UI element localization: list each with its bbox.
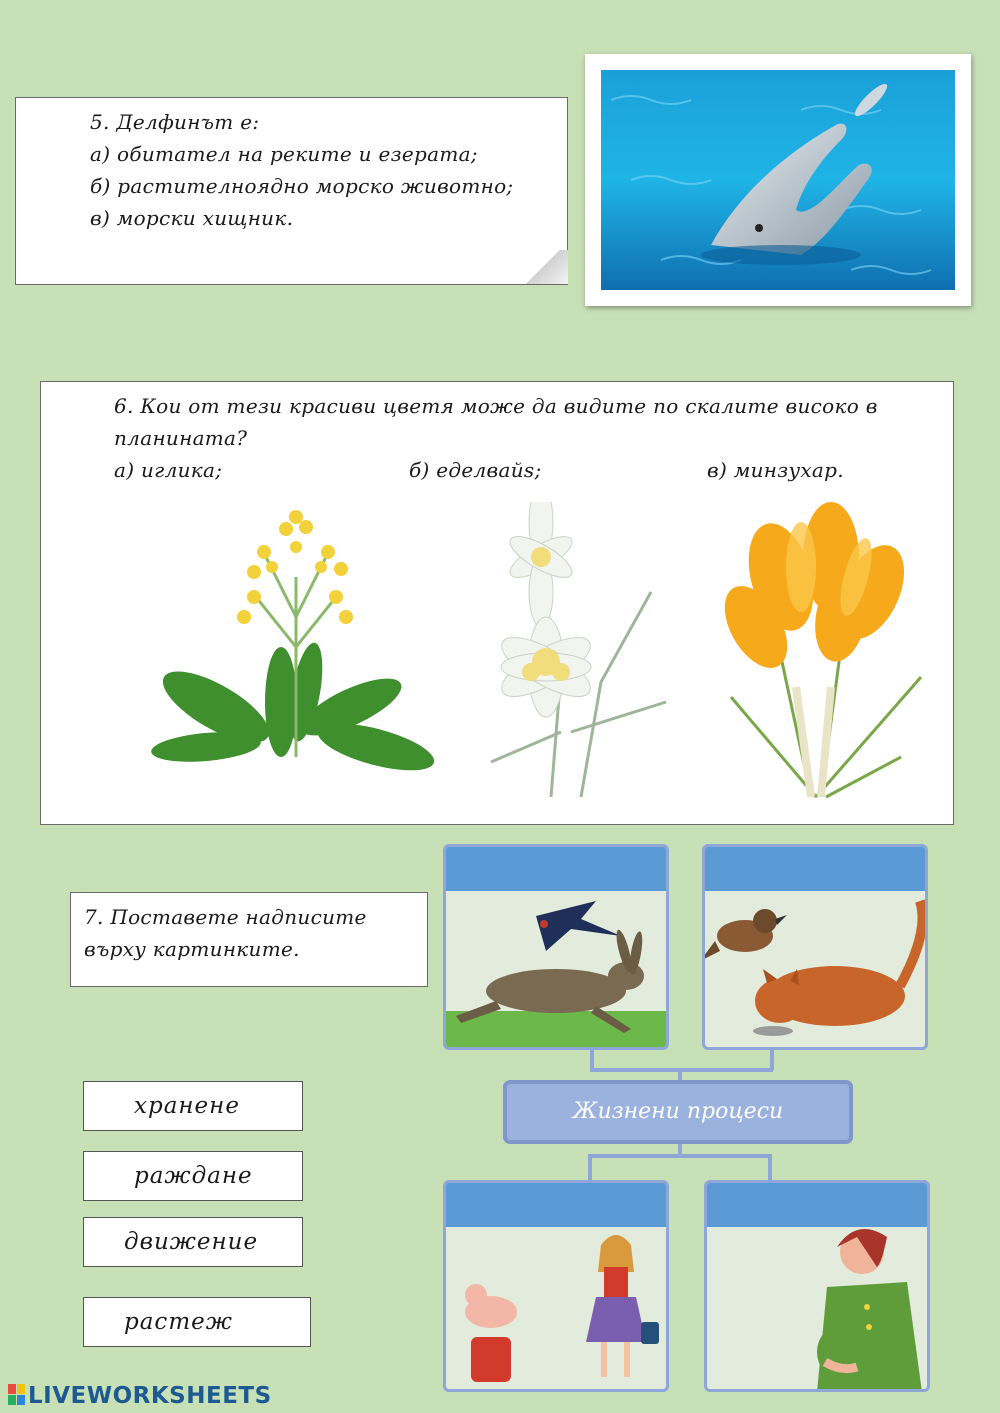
question-5-text <box>90 106 567 234</box>
dolphin-photo <box>585 54 971 306</box>
center-node: Жизнени процеси <box>503 1080 853 1144</box>
question-6-option-c: в) минзухар. <box>707 458 844 482</box>
hare-swallow-image <box>446 891 666 1050</box>
question-5-option-a: а) обитател на реките и езерата; <box>90 142 478 166</box>
question-6-option-b: б) еделвайs; <box>409 458 542 482</box>
panel-growth <box>443 1180 669 1392</box>
panel-birth <box>704 1180 930 1392</box>
liveworksheets-logo-icon <box>8 1384 26 1406</box>
label-feeding[interactable]: хранене <box>83 1081 303 1131</box>
dolphin-image <box>601 70 955 290</box>
question-7-box <box>70 892 428 987</box>
question-5-box <box>15 97 568 285</box>
sparrow-cat-image <box>705 891 925 1050</box>
label-growth[interactable]: растеж <box>83 1297 311 1347</box>
question-5-option-c: в) морски хищник. <box>90 206 294 230</box>
question-6-text: 6. Кои от тези красиви цветя може да видите по скалите високо в планината? <box>114 394 878 450</box>
label-movement[interactable]: движение <box>83 1217 303 1267</box>
brand-logo <box>8 1383 272 1409</box>
question-6-option-a: а) иглика; <box>114 458 223 482</box>
panel-movement <box>443 844 669 1050</box>
crocus-image <box>701 497 941 802</box>
drop-zone-feeding[interactable] <box>705 847 925 891</box>
page-curl-decoration <box>518 250 568 284</box>
connector-line <box>768 1154 772 1180</box>
pregnant-woman-image <box>707 1227 927 1392</box>
question-5-option-b: б) растителноядно морско животно; <box>90 174 514 198</box>
question-7-text: 7. Поставете надписите върху картинките. <box>84 905 367 961</box>
baby-girl-image <box>446 1227 666 1392</box>
brand-name: LIVEWORKSHEETS <box>28 1383 272 1409</box>
drop-zone-growth[interactable] <box>446 1183 666 1227</box>
label-birth[interactable]: раждане <box>83 1151 303 1201</box>
primrose-image <box>146 497 446 787</box>
panel-feeding <box>702 844 928 1050</box>
connector-line <box>588 1154 592 1180</box>
drop-zone-movement[interactable] <box>446 847 666 891</box>
connector-line <box>588 1154 772 1158</box>
question-6-box <box>40 381 954 825</box>
edelweiss-image <box>451 502 701 802</box>
drop-zone-birth[interactable] <box>707 1183 927 1227</box>
question-5-title: 5. Делфинът е: <box>90 110 260 134</box>
